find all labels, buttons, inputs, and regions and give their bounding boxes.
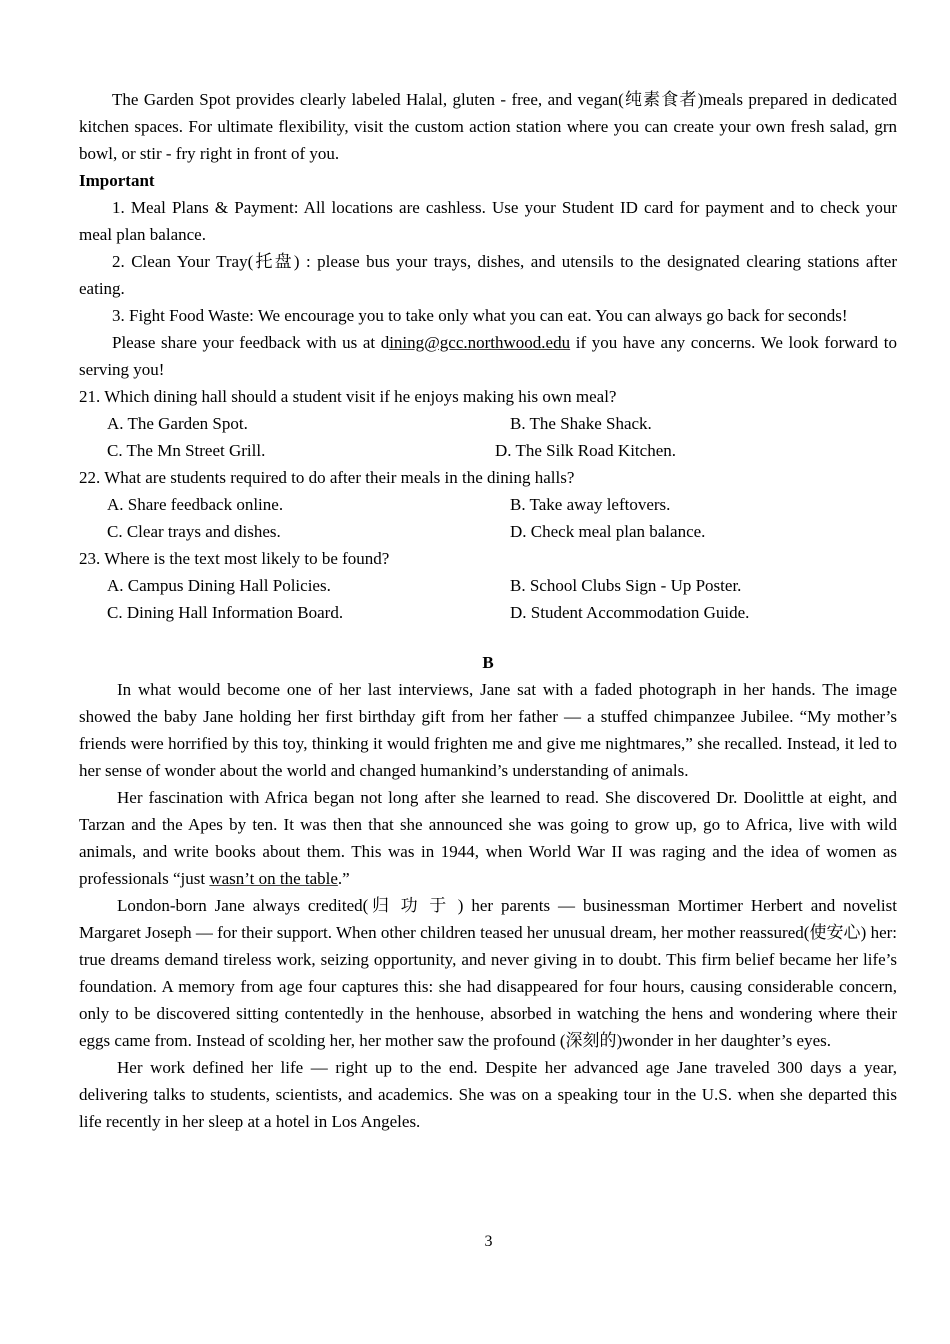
rule-food-waste: 3. Fight Food Waste: We encourage you to take only what you can eat. You can always go back for seconds! [112,306,848,325]
option-b: B. The Shake Shack. [510,414,652,433]
question-stem: 21. Which dining hall should a student visit if he enjoys making his own meal? [79,387,617,406]
passage-b [79,676,897,1135]
option-c: C. Clear trays and dishes. [107,522,281,541]
passage-b-paragraph-2 [79,784,897,892]
document-page [79,86,897,1135]
option-b: B. Take away leftovers. [510,495,671,514]
page-number: 3 [484,1233,493,1250]
option-c: C. The Mn Street Grill. [107,441,266,460]
underlined-phrase: wasn’t on the table [209,869,338,888]
option-a: A. Share feedback online. [107,495,284,514]
passage-b-paragraph-4: Her work defined her life — right up to the end. Despite her advanced age Jane traveled 300 days a year, delivering talks to students, scientists, and academics. She was on a speaking tour in the U.S. when she departed this life recently in her sleep at a hotel in Los Angeles. [79,1058,897,1131]
section-b-title: B [482,653,494,672]
feedback-text-after: if you have any concerns. We look forward to serving you! [79,333,897,379]
passage-b-paragraph-3: London-born Jane always credited(归 功 于 ) her parents — businessman Mortimer Herbert and novelist Margaret Joseph — for their support. When other children teased her unusual dream, her mother reassured(使安心) her: true dreams demand tireless work, seizing opportunity, and never giving in to doubt. This firm belief became her life’s foundation. A memory from age four captures this: she had disappeared for four hours, causing considerable concern, only to be discovered sitting contentedly in the henhouse, absorbed in watching the hens and wondering where their eggs came from. Instead of scolding her, her mother saw the profound (深刻的)wonder in her daughter’s eyes. [79,896,897,1050]
option-d: D. Check meal plan balance. [510,522,706,541]
feedback-email-link[interactable]: ining@gcc.northwood.edu [389,333,571,352]
option-b: B. School Clubs Sign - Up Poster. [510,576,742,595]
feedback-paragraph [79,329,897,383]
question-stem: 22. What are students required to do after their meals in the dining halls? [79,468,575,487]
question-21 [79,383,897,464]
passage-a-intro: The Garden Spot provides clearly labeled Halal, gluten - free, and vegan(纯素食者)meals prepared in dedicated kitchen spaces. For ultimate flexibility, visit the custom action station where you can create your own fresh salad, grn bowl, or stir - fry right in front of you. [79,90,897,163]
paragraph-text-end: .” [337,869,350,888]
question-23 [79,545,897,626]
option-d: D. Student Accommodation Guide. [510,603,750,622]
passage-b-paragraph-1: In what would become one of her last interviews, Jane sat with a faded photograph in her hands. The image showed the baby Jane holding her first birthday gift from her father — a stuffed chimpanzee Jubilee. “My mother’s friends were horrified by this toy, thinking it would frighten me and give me nightmares,” she recalled. Instead, it led to her sense of wonder about the world and changed humankind’s understanding of animals. [79,680,897,780]
important-heading: Important [79,171,155,190]
option-a: A. Campus Dining Hall Policies. [107,576,331,595]
option-c: C. Dining Hall Information Board. [107,603,344,622]
option-d: D. The Silk Road Kitchen. [495,441,676,460]
rule-meal-plans: 1. Meal Plans & Payment: All locations are cashless. Use your Student ID card for payment and to check your meal plan balance. [79,198,897,244]
rule-clean-tray: 2. Clean Your Tray(托盘) : please bus your trays, dishes, and utensils to the designated clearing stations after eating. [79,252,897,298]
question-22 [79,464,897,545]
paragraph-text: Her fascination with Africa began not long after she learned to read. She discovered Dr. Doolittle at eight, and Tarzan and the Apes by ten. It was then that she announced she was going to grow up, go to Africa, live with wild animals, and write books about them. This was in 1944, when World War II was raging and the idea of women as professionals “just [79,788,897,888]
option-a: A. The Garden Spot. [107,414,248,433]
question-stem: 23. Where is the text most likely to be found? [79,549,390,568]
feedback-text-before: Please share your feedback with us at d [112,333,390,352]
